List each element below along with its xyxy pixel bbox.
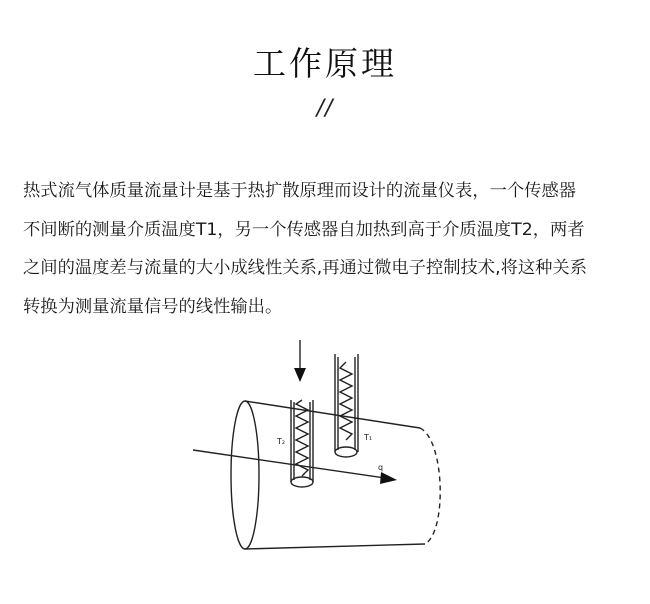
paragraph-line-4: 转换为测量流量信号的线性输出。 bbox=[23, 296, 283, 317]
label-t1: T₁ bbox=[364, 433, 373, 442]
pipe-left-end bbox=[231, 401, 259, 549]
label-flow-q: q bbox=[378, 463, 384, 472]
sensor-probe-t1 bbox=[335, 354, 358, 457]
flow-arrow-head bbox=[380, 472, 397, 484]
sensor-probe-t2 bbox=[291, 400, 313, 487]
down-arrow-head bbox=[294, 368, 306, 382]
probe-t1-coil bbox=[340, 362, 352, 440]
probe-t1-tip bbox=[335, 447, 357, 457]
title-divider: // bbox=[316, 96, 334, 121]
paragraph-line-2: 不间断的测量介质温度T1，另一个传感器自加热到高于介质温度T2，两者 bbox=[23, 219, 585, 240]
pipe-bottom-edge bbox=[245, 544, 425, 549]
label-t2: T₂ bbox=[277, 437, 286, 446]
page-title: 工作原理 bbox=[253, 44, 397, 83]
pipe-top-edge bbox=[245, 401, 420, 428]
pipe-right-end-dashed bbox=[420, 428, 440, 544]
paragraph-line-3: 之间的温度差与流量的大小成线性关系,再通过微电子控制技术,将这种关系 bbox=[23, 258, 587, 278]
paragraph-line-1: 热式流气体质量流量计是基于热扩散原理而设计的流量仪表，一个传感器 bbox=[23, 181, 577, 201]
probe-t2-tip bbox=[291, 477, 313, 487]
thermal-flowmeter-diagram bbox=[185, 332, 455, 554]
principle-paragraph bbox=[23, 172, 643, 326]
